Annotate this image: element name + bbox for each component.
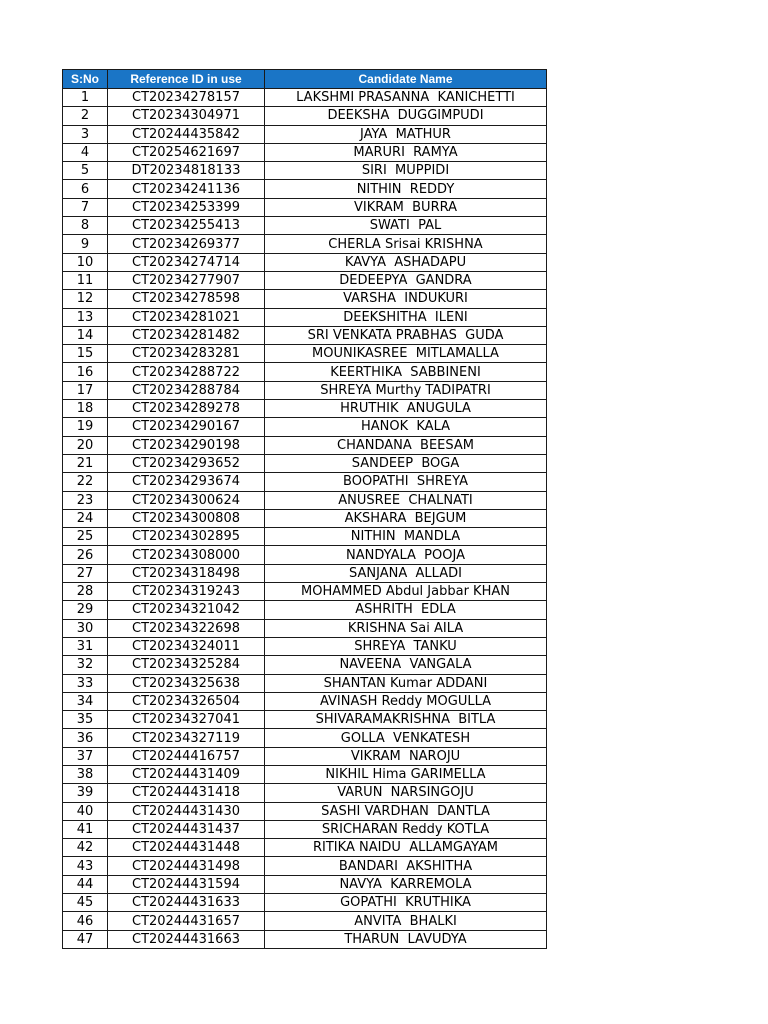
cell-candidate-name: SHREYA TANKU [265, 637, 547, 655]
cell-reference-id: CT20234304971 [108, 107, 265, 125]
cell-sno: 26 [63, 546, 108, 564]
cell-sno: 42 [63, 839, 108, 857]
cell-reference-id: CT20244431663 [108, 930, 265, 948]
cell-candidate-name: MOHAMMED Abdul Jabbar KHAN [265, 583, 547, 601]
cell-reference-id: CT20234278157 [108, 89, 265, 107]
cell-sno: 28 [63, 583, 108, 601]
cell-candidate-name: SIRI MUPPIDI [265, 162, 547, 180]
cell-reference-id: CT20234290167 [108, 418, 265, 436]
table-row [63, 107, 547, 125]
table-row [63, 473, 547, 491]
table-row [63, 601, 547, 619]
table-row [63, 162, 547, 180]
cell-candidate-name: NITHIN MANDLA [265, 528, 547, 546]
table-header-row [63, 70, 547, 89]
cell-sno: 30 [63, 619, 108, 637]
cell-candidate-name: GOLLA VENKATESH [265, 729, 547, 747]
table-row [63, 400, 547, 418]
cell-reference-id: CT20244431448 [108, 839, 265, 857]
cell-reference-id: CT20234281482 [108, 326, 265, 344]
table-row [63, 326, 547, 344]
cell-sno: 29 [63, 601, 108, 619]
table-row [63, 509, 547, 527]
table-row [63, 656, 547, 674]
cell-reference-id: CT20234319243 [108, 583, 265, 601]
table-row [63, 143, 547, 161]
cell-sno: 43 [63, 857, 108, 875]
table-row [63, 454, 547, 472]
cell-candidate-name: HRUTHIK ANUGULA [265, 400, 547, 418]
table-row [63, 418, 547, 436]
cell-sno: 7 [63, 198, 108, 216]
cell-reference-id: DT20234818133 [108, 162, 265, 180]
cell-candidate-name: SANJANA ALLADI [265, 564, 547, 582]
table-row [63, 125, 547, 143]
cell-candidate-name: DEEKSHA DUGGIMPUDI [265, 107, 547, 125]
cell-sno: 32 [63, 656, 108, 674]
cell-reference-id: CT20244431437 [108, 820, 265, 838]
cell-sno: 16 [63, 363, 108, 381]
table-row [63, 528, 547, 546]
cell-sno: 40 [63, 802, 108, 820]
cell-candidate-name: SHREYA Murthy TADIPATRI [265, 381, 547, 399]
cell-sno: 23 [63, 491, 108, 509]
table-row [63, 564, 547, 582]
cell-reference-id: CT20244431498 [108, 857, 265, 875]
cell-reference-id: CT20234289278 [108, 400, 265, 418]
table-row [63, 180, 547, 198]
cell-reference-id: CT20234281021 [108, 308, 265, 326]
table-row [63, 692, 547, 710]
cell-reference-id: CT20234327041 [108, 711, 265, 729]
cell-candidate-name: VARSHA INDUKURI [265, 290, 547, 308]
cell-candidate-name: BANDARI AKSHITHA [265, 857, 547, 875]
table-row [63, 839, 547, 857]
table-row [63, 912, 547, 930]
cell-sno: 24 [63, 509, 108, 527]
cell-sno: 5 [63, 162, 108, 180]
cell-sno: 15 [63, 345, 108, 363]
cell-sno: 3 [63, 125, 108, 143]
cell-candidate-name: SASHI VARDHAN DANTLA [265, 802, 547, 820]
cell-reference-id: CT20234253399 [108, 198, 265, 216]
cell-sno: 14 [63, 326, 108, 344]
cell-reference-id: CT20234302895 [108, 528, 265, 546]
cell-candidate-name: SANDEEP BOGA [265, 454, 547, 472]
cell-sno: 21 [63, 454, 108, 472]
cell-sno: 31 [63, 637, 108, 655]
table-row [63, 217, 547, 235]
table-row [63, 674, 547, 692]
cell-sno: 13 [63, 308, 108, 326]
cell-candidate-name: SHANTAN Kumar ADDANI [265, 674, 547, 692]
cell-candidate-name: DEEKSHITHA ILENI [265, 308, 547, 326]
candidate-sheet [62, 69, 547, 949]
cell-candidate-name: MARURI RAMYA [265, 143, 547, 161]
cell-sno: 47 [63, 930, 108, 948]
cell-sno: 18 [63, 400, 108, 418]
table-row [63, 857, 547, 875]
cell-candidate-name: ANUSREE CHALNATI [265, 491, 547, 509]
cell-candidate-name: KAVYA ASHADAPU [265, 253, 547, 271]
cell-reference-id: CT20234325638 [108, 674, 265, 692]
cell-reference-id: CT20234324011 [108, 637, 265, 655]
cell-candidate-name: ANVITA BHALKI [265, 912, 547, 930]
table-row [63, 583, 547, 601]
table-row [63, 198, 547, 216]
cell-candidate-name: HANOK KALA [265, 418, 547, 436]
cell-candidate-name: NAVYA KARREMOLA [265, 875, 547, 893]
table-row [63, 436, 547, 454]
cell-reference-id: CT20234300808 [108, 509, 265, 527]
header-reference-id: Reference ID in use [108, 70, 265, 89]
cell-sno: 34 [63, 692, 108, 710]
cell-sno: 12 [63, 290, 108, 308]
cell-reference-id: CT20234290198 [108, 436, 265, 454]
cell-candidate-name: GOPATHI KRUTHIKA [265, 894, 547, 912]
cell-reference-id: CT20234293652 [108, 454, 265, 472]
cell-candidate-name: VARUN NARSINGOJU [265, 784, 547, 802]
table-row [63, 253, 547, 271]
cell-candidate-name: MOUNIKASREE MITLAMALLA [265, 345, 547, 363]
cell-reference-id: CT20234274714 [108, 253, 265, 271]
cell-sno: 46 [63, 912, 108, 930]
cell-sno: 10 [63, 253, 108, 271]
cell-candidate-name: LAKSHMI PRASANNA KANICHETTI [265, 89, 547, 107]
cell-sno: 9 [63, 235, 108, 253]
cell-sno: 1 [63, 89, 108, 107]
cell-candidate-name: NIKHIL Hima GARIMELLA [265, 765, 547, 783]
header-sno: S:No [63, 70, 108, 89]
cell-sno: 17 [63, 381, 108, 399]
cell-reference-id: CT20254621697 [108, 143, 265, 161]
cell-reference-id: CT20234269377 [108, 235, 265, 253]
cell-sno: 4 [63, 143, 108, 161]
cell-sno: 37 [63, 747, 108, 765]
table-row [63, 729, 547, 747]
table-row [63, 89, 547, 107]
cell-candidate-name: RITIKA NAIDU ALLAMGAYAM [265, 839, 547, 857]
table-row [63, 619, 547, 637]
table-row [63, 491, 547, 509]
table-row [63, 765, 547, 783]
cell-candidate-name: SRI VENKATA PRABHAS GUDA [265, 326, 547, 344]
cell-reference-id: CT20234241136 [108, 180, 265, 198]
cell-sno: 38 [63, 765, 108, 783]
table-row [63, 930, 547, 948]
cell-candidate-name: SWATI PAL [265, 217, 547, 235]
cell-reference-id: CT20244431409 [108, 765, 265, 783]
cell-reference-id: CT20234288722 [108, 363, 265, 381]
cell-candidate-name: CHERLA Srisai KRISHNA [265, 235, 547, 253]
header-candidate-name: Candidate Name [265, 70, 547, 89]
cell-reference-id: CT20244431657 [108, 912, 265, 930]
cell-sno: 6 [63, 180, 108, 198]
cell-reference-id: CT20244416757 [108, 747, 265, 765]
table-row [63, 308, 547, 326]
cell-candidate-name: THARUN LAVUDYA [265, 930, 547, 948]
table-body [63, 89, 547, 949]
table-row [63, 381, 547, 399]
cell-reference-id: CT20234288784 [108, 381, 265, 399]
cell-sno: 2 [63, 107, 108, 125]
cell-sno: 25 [63, 528, 108, 546]
cell-sno: 35 [63, 711, 108, 729]
cell-sno: 27 [63, 564, 108, 582]
cell-reference-id: CT20244431633 [108, 894, 265, 912]
cell-candidate-name: JAYA MATHUR [265, 125, 547, 143]
cell-sno: 39 [63, 784, 108, 802]
cell-candidate-name: NANDYALA POOJA [265, 546, 547, 564]
cell-reference-id: CT20234326504 [108, 692, 265, 710]
table-row [63, 820, 547, 838]
table-row [63, 290, 547, 308]
cell-candidate-name: KEERTHIKA SABBINENI [265, 363, 547, 381]
cell-reference-id: CT20234255413 [108, 217, 265, 235]
cell-reference-id: CT20234300624 [108, 491, 265, 509]
table-row [63, 345, 547, 363]
cell-candidate-name: VIKRAM BURRA [265, 198, 547, 216]
table-row [63, 363, 547, 381]
cell-reference-id: CT20234322698 [108, 619, 265, 637]
cell-candidate-name: SHIVARAMAKRISHNA BITLA [265, 711, 547, 729]
cell-sno: 11 [63, 271, 108, 289]
cell-reference-id: CT20244431594 [108, 875, 265, 893]
table-row [63, 235, 547, 253]
table-row [63, 711, 547, 729]
table-row [63, 271, 547, 289]
cell-reference-id: CT20244435842 [108, 125, 265, 143]
cell-sno: 22 [63, 473, 108, 491]
cell-sno: 33 [63, 674, 108, 692]
table-row [63, 637, 547, 655]
cell-reference-id: CT20234321042 [108, 601, 265, 619]
cell-candidate-name: AKSHARA BEJGUM [265, 509, 547, 527]
cell-sno: 45 [63, 894, 108, 912]
cell-candidate-name: KRISHNA Sai AILA [265, 619, 547, 637]
cell-reference-id: CT20244431418 [108, 784, 265, 802]
cell-sno: 20 [63, 436, 108, 454]
table-row [63, 747, 547, 765]
cell-reference-id: CT20234283281 [108, 345, 265, 363]
cell-candidate-name: ASHRITH EDLA [265, 601, 547, 619]
cell-candidate-name: AVINASH Reddy MOGULLA [265, 692, 547, 710]
table-row [63, 894, 547, 912]
cell-reference-id: CT20234308000 [108, 546, 265, 564]
cell-candidate-name: NITHIN REDDY [265, 180, 547, 198]
cell-sno: 8 [63, 217, 108, 235]
cell-sno: 19 [63, 418, 108, 436]
cell-reference-id: CT20234277907 [108, 271, 265, 289]
cell-reference-id: CT20234318498 [108, 564, 265, 582]
cell-candidate-name: BOOPATHI SHREYA [265, 473, 547, 491]
table-row [63, 875, 547, 893]
cell-reference-id: CT20244431430 [108, 802, 265, 820]
table-row [63, 802, 547, 820]
table-row [63, 784, 547, 802]
cell-reference-id: CT20234293674 [108, 473, 265, 491]
cell-candidate-name: DEDEEPYA GANDRA [265, 271, 547, 289]
cell-candidate-name: NAVEENA VANGALA [265, 656, 547, 674]
cell-sno: 41 [63, 820, 108, 838]
cell-sno: 36 [63, 729, 108, 747]
cell-candidate-name: SRICHARAN Reddy KOTLA [265, 820, 547, 838]
cell-reference-id: CT20234325284 [108, 656, 265, 674]
cell-candidate-name: VIKRAM NAROJU [265, 747, 547, 765]
cell-sno: 44 [63, 875, 108, 893]
cell-reference-id: CT20234278598 [108, 290, 265, 308]
candidate-table [62, 69, 547, 949]
table-row [63, 546, 547, 564]
cell-candidate-name: CHANDANA BEESAM [265, 436, 547, 454]
cell-reference-id: CT20234327119 [108, 729, 265, 747]
